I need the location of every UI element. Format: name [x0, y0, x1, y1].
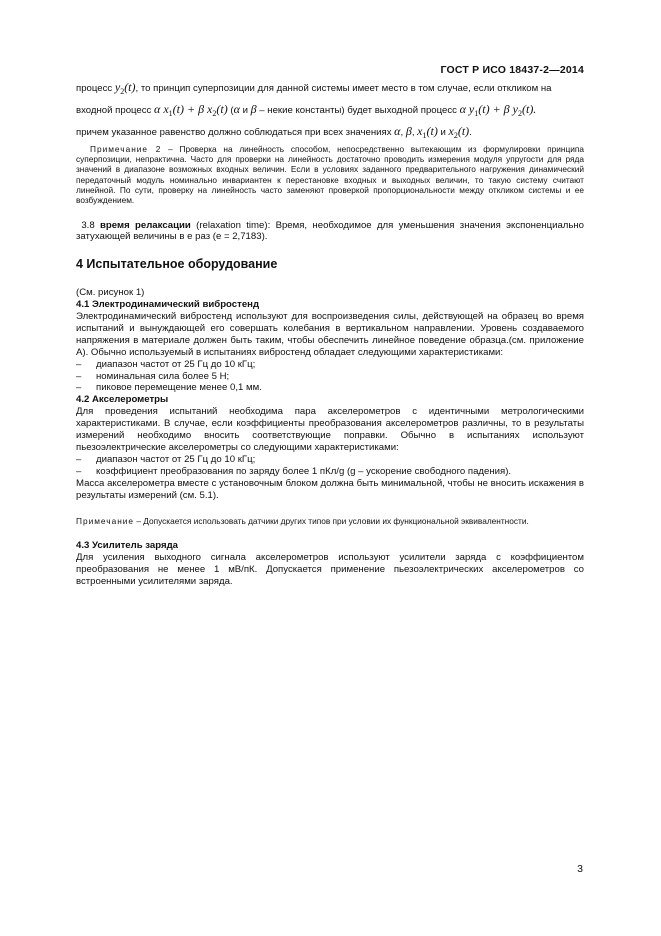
note-text: – Допускается использовать датчики других типов при условии их функциональной эквивалентности.: [134, 515, 529, 526]
subsection-4-1-text: Электродинамический вибростенд используют для воспроизведения силы, действующей на образец во время испытаний и вынуждающей его совершать колебания в вертикальном направлении. Уровень создаваемого напряжения в материале должен быть таким, чтобы обеспечить линейное поведение образца.(см. приложение А). Обычно используемый в испытаниях вибростенд обладает следующими характеристиками:: [76, 311, 584, 358]
document-header: ГОСТ Р ИСО 18437-2—2014: [440, 64, 584, 76]
subsection-4-3-title: 4.3 Усилитель заряда: [76, 539, 179, 551]
figure-reference: (См. рисунок 1): [76, 287, 145, 299]
math-alpha: α: [394, 123, 401, 138]
term-3-8: [76, 220, 584, 244]
intro-line-2: [76, 101, 584, 120]
text-fragment: входной процесс: [76, 104, 152, 116]
text-fragment: процесс: [76, 83, 113, 94]
subsection-4-3-text: Для усиления выходного сигнала акселерометров используют усилители заряда с коэффициентом преобразования не менее 1 мВ/пК. Допускается применение пьезоэлектрических акселерометров со встроенными усилителями заряда.: [76, 551, 584, 587]
math-beta: β: [250, 101, 257, 116]
shaker-characteristics-list: [76, 359, 584, 395]
text-fragment: , то принцип суперпозиции для данной системы имеет место в том случае, если откликом на: [135, 83, 552, 94]
subsection-4-1-title: 4.1 Электродинамический вибростенд: [76, 299, 260, 311]
note-2: [76, 144, 584, 206]
page-content: [76, 82, 584, 587]
text-fragment: причем указанное равенство должно соблюдаться при всех значениях: [76, 126, 392, 138]
section-4-2-note: [76, 516, 584, 526]
math-alpha: α: [233, 101, 240, 116]
math-x2: $x_2(t)$: [448, 123, 470, 140]
list-item: – диапазон частот от 25 Гц до 10 кГц;: [76, 453, 256, 465]
term-definition: (relaxation time): Время, необходимое для уменьшения значения экспоненциально затухающей величины в е раз (е = 2,7183).: [76, 219, 585, 243]
math-input-process: α $x_1(t) + \beta$ $x_2(t)$: [154, 101, 228, 118]
note-text: – Проверка на линейность способом, непосредственно вытекающим из формулировки принципа суперпозиции, непрактична. Часто для проверки на линейность достаточно проводить измерения модуля упругости для ряда значений в диапазоне возможных входных величин. Если в условиях заданного предварительного нагружения динамический передаточный модуль номинально инвариантен к перестановке входных и выходных величин, то такую систему считают линейной. По сути, проверку на линейность часто заменяют проверкой пропорциональности между откликом системы и ее возбуждением.: [76, 143, 584, 206]
math-beta: β: [405, 123, 412, 138]
page-number: 3: [577, 863, 583, 875]
term-name: время релаксации: [100, 219, 191, 231]
math-output-process: α $y_1(t) + \beta$ $y_2(t)$.: [459, 101, 537, 118]
text-fragment: (: [230, 104, 234, 116]
text-fragment: и: [242, 104, 248, 116]
math-x1: $x_1(t)$: [417, 123, 438, 140]
list-item: – пиковое перемещение менее 0,1 мм.: [76, 382, 262, 394]
note-label: Примечание: [76, 515, 135, 526]
list-item: – диапазон частот от 25 Гц до 10 кГц;: [76, 358, 256, 370]
subsection-4-2-text: Для проведения испытаний необходима пара акселерометров с идентичными метрологическими характеристиками. В случае, если коэффициенты преобразования акселерометров различны, то в результаты измерений необходимо вносить соответствующие поправки. Обычно в испытаниях используют пьезоэлектрические акселерометры со следующими характеристиками:: [76, 406, 584, 453]
text-fragment: – некие константы) будет выходной процесс: [259, 104, 457, 116]
accelerometer-characteristics-list: [76, 454, 584, 478]
math-y2: $y_2(t)$: [114, 80, 136, 96]
intro-line-3: причем указанное равенство должно соблюдаться при всех значениях α, β, $x_1(t)$ и $x_2(t)$.: [76, 123, 472, 140]
list-item: – номинальная сила более 5 Н;: [76, 370, 230, 382]
section-4-title: 4 Испытательное оборудование: [76, 257, 278, 272]
note-label: Примечание 2: [90, 143, 162, 154]
term-number: 3.8: [81, 219, 95, 231]
subsection-4-2-title: 4.2 Акселерометры: [76, 394, 169, 406]
list-item: – коэффициент преобразования по заряду более 1 пКл/g (g – ускорение свободного падения).: [76, 465, 512, 477]
accelerometer-mass-text: Масса акселерометра вместе с установочным блоком должна быть минимальной, чтобы не вносить искажения в результаты измерений (см. 5.1).: [76, 477, 584, 501]
intro-line-1: [76, 82, 584, 98]
